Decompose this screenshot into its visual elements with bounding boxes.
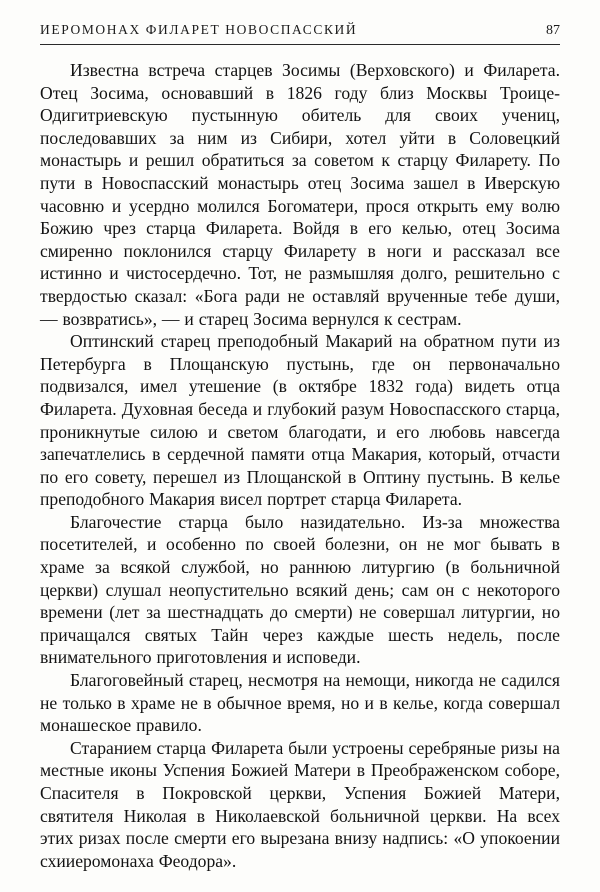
paragraph: Старанием старца Филарета были устроены серебряные ризы на местные иконы Успения Божией Матери в Преображенском соборе, Спасителя в Покровской церкви, Успения Божией Матери, святителя Николая в Николаевской больничной церкви. На всех этих ризах после смерти его вырезана внизу надпись: «О упокоении схииеромонаха Феодора». bbox=[40, 737, 560, 871]
page-header bbox=[40, 22, 560, 39]
paragraph: Благоговейный старец, несмотря на немощи, никогда не садился не только в храме не в обычное время, но и в келье, когда совершал монашеское правило. bbox=[40, 670, 560, 736]
paragraph: Оптинский старец преподобный Макарий на обратном пути из Петербурга в Площанскую пустынь, где он первоначально подвизался, имел утешение (в октябре 1832 года) видеть отца Филарета. Духовная беседа и глубокий разум Новоспасского старца, проникнутые силою и светом благодати, и его любовь навсегда запечатлелись в сердечной памяти отца Макария, который, отчасти по его совету, перешел из Площанской в Оптину пустынь. В келье преподобного Макария висел портрет старца Филарета. bbox=[40, 331, 560, 510]
paragraph: Известна встреча старцев Зосимы (Верховского) и Филарета. Отец Зосима, основавший в 1826 году близ Москвы Троице-Одигитриевскую пустынную обитель для своих учениц, последовавших за ним из Сибири, хотел уйти в Соловецкий монастырь и решил обратиться за советом к старцу Филарету. По пути в Новоспасский монастырь отец Зосима зашел в Иверскую часовню и усердно молился Богоматери, прося открыть ему волю Божию чрез старца Филарета. Войдя в его келью, отец Зосима смиренно поклонился старцу Филарету в ноги и рассказал все истинно и чистосердечно. Тот, не размышляя долго, решительно с твердостью сказал: «Бога ради не оставляй врученные тебе души, — возвратись», — и старец Зосима вернулся к сестрам. bbox=[40, 60, 560, 329]
paragraph: Благочестие старца было назидательно. Из-за множества посетителей, и особенно по своей болезни, он не мог бывать в храме за всякой службой, но раннюю литургию (в больничной церкви) слушал неопустительно всякий день; сам он с некоторого времени (лет за шестнадцать до смерти) не совершал литургии, но причащался святых Тайн через каждые шесть недель, после внимательного приготовления и исповеди. bbox=[40, 511, 560, 668]
header-rule bbox=[40, 44, 560, 45]
running-title: ИЕРОМОНАХ ФИЛАРЕТ НОВОСПАССКИЙ bbox=[40, 22, 358, 37]
page-body bbox=[40, 59, 560, 872]
page-number: 87 bbox=[546, 23, 560, 38]
